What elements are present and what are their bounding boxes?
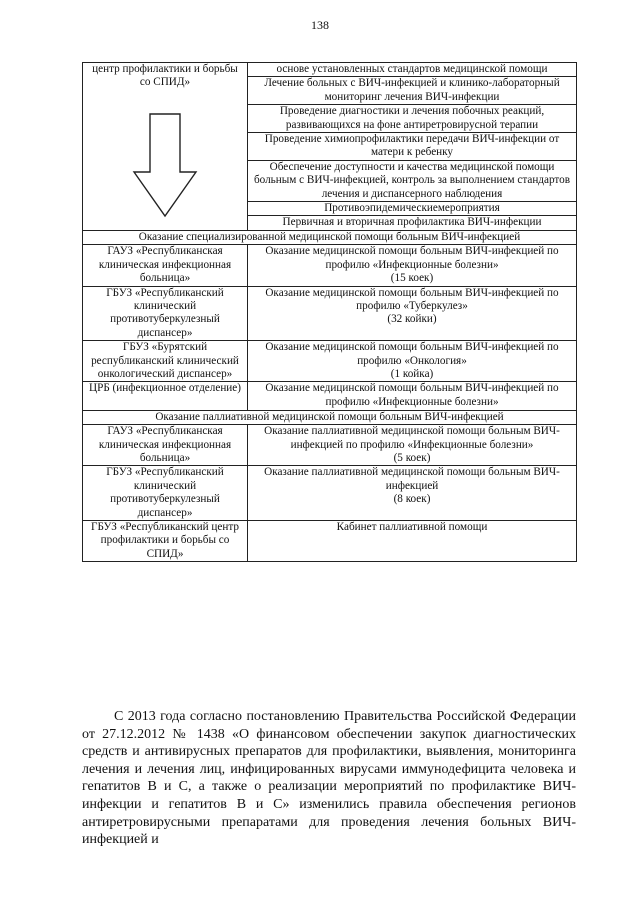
paragraph-text: С 2013 года согласно постановлению Правительства Российской Федерации от 27.12.2012 № 1438 «О финансовом обеспечении закупок диагностических средств и антивирусных препаратов для профилактики, выявления, мониторинга лечения и лечения лиц, инфицированных вирусами иммунодефицита человека и гепатитов В и С, а также о реализации мероприятий по профилактике ВИЧ-инфекции и гепатитов В и С» изменились правила обеспечения регионов антиретровирусными препаратами для проведения лечения больных ВИЧ-инфекцией и <box>82 709 576 848</box>
table-row <box>83 425 577 466</box>
service-cell <box>248 286 577 341</box>
section-header-row <box>83 410 577 424</box>
beds-count: (8 коек) <box>393 493 431 506</box>
service-text: Оказание медицинской помощи больным ВИЧ-инфекцией по профилю «Онкология» <box>265 341 559 367</box>
service-cell: Лечение больных с ВИЧ-инфекцией и клинико-лабораторный мониторинг лечения ВИЧ-инфекции <box>248 77 577 105</box>
service-cell <box>248 425 577 466</box>
table-row <box>83 63 577 77</box>
service-text: Оказание медицинской помощи больным ВИЧ-инфекцией по профилю «Инфекционные болезни» <box>265 245 559 271</box>
org-cell: ГБУЗ «Республиканский клинический противотуберкулезный диспансер» <box>83 286 248 341</box>
table-row <box>83 245 577 286</box>
service-cell <box>248 341 577 382</box>
table-row <box>83 521 577 562</box>
service-cell <box>248 245 577 286</box>
service-cell: Первичная и вторичная профилактика ВИЧ-инфекции <box>248 216 577 230</box>
org-cell: ГАУЗ «Республиканская клиническая инфекционная больница» <box>83 425 248 466</box>
table-row <box>83 286 577 341</box>
org-cell: ГБУЗ «Республиканский центр профилактики и борьбы со СПИД» <box>83 521 248 562</box>
service-text: Оказание паллиативной медицинской помощи больным ВИЧ-инфекцией <box>264 466 560 492</box>
table-row <box>83 382 577 410</box>
org-name: центр профилактики и борьбы со СПИД» <box>92 63 238 89</box>
service-text: Оказание медицинской помощи больным ВИЧ-инфекцией по профилю «Инфекционные болезни» <box>265 382 559 408</box>
down-arrow-icon <box>86 112 244 222</box>
table-row <box>83 341 577 382</box>
page-number: 138 <box>311 18 329 32</box>
service-cell <box>248 466 577 521</box>
org-cell: ГБУЗ «Республиканский клинический противотуберкулезный диспансер» <box>83 466 248 521</box>
table-row <box>83 466 577 521</box>
org-cell-aids-center <box>83 63 248 231</box>
service-cell: Проведение диагностики и лечения побочных реакций, развивающихся на фоне антиретровирусной терапии <box>248 105 577 133</box>
service-text: Оказание медицинской помощи больным ВИЧ-инфекцией по профилю «Туберкулез» <box>265 286 559 312</box>
org-cell: ГБУЗ «Бурятский республиканский клинический онкологический диспансер» <box>83 341 248 382</box>
service-cell: Проведение химиопрофилактики передачи ВИЧ-инфекции от матери к ребенку <box>248 133 577 161</box>
section-title-palliative: Оказание паллиативной медицинской помощи больным ВИЧ-инфекцией <box>83 410 577 424</box>
beds-count: (32 койки) <box>387 313 437 326</box>
body-paragraph <box>82 708 576 849</box>
service-cell <box>248 521 577 562</box>
service-cell <box>248 382 577 410</box>
org-cell: ЦРБ (инфекционное отделение) <box>83 382 248 410</box>
service-cell: Противоэпидемическиемероприятия <box>248 202 577 216</box>
section-title-specialized: Оказание специализированной медицинской помощи больным ВИЧ-инфекцией <box>83 230 577 244</box>
service-text: Кабинет паллиативной помощи <box>336 521 488 533</box>
medical-services-table <box>82 62 577 562</box>
section-header-row <box>83 230 577 244</box>
service-cell: Обеспечение доступности и качества медицинской помощи больным с ВИЧ-инфекцией, контроль за выполнением стандартов лечения и диспансерного наблюдения <box>248 160 577 201</box>
beds-count: (15 коек) <box>390 272 434 285</box>
beds-count: (1 койка) <box>390 367 434 380</box>
service-cell: основе установленных стандартов медицинской помощи <box>248 63 577 77</box>
beds-count: (5 коек) <box>393 451 431 464</box>
service-text: Оказание паллиативной медицинской помощи больным ВИЧ-инфекцией по профилю «Инфекционные болезни» <box>264 425 560 451</box>
org-cell: ГАУЗ «Республиканская клиническая инфекционная больница» <box>83 245 248 286</box>
